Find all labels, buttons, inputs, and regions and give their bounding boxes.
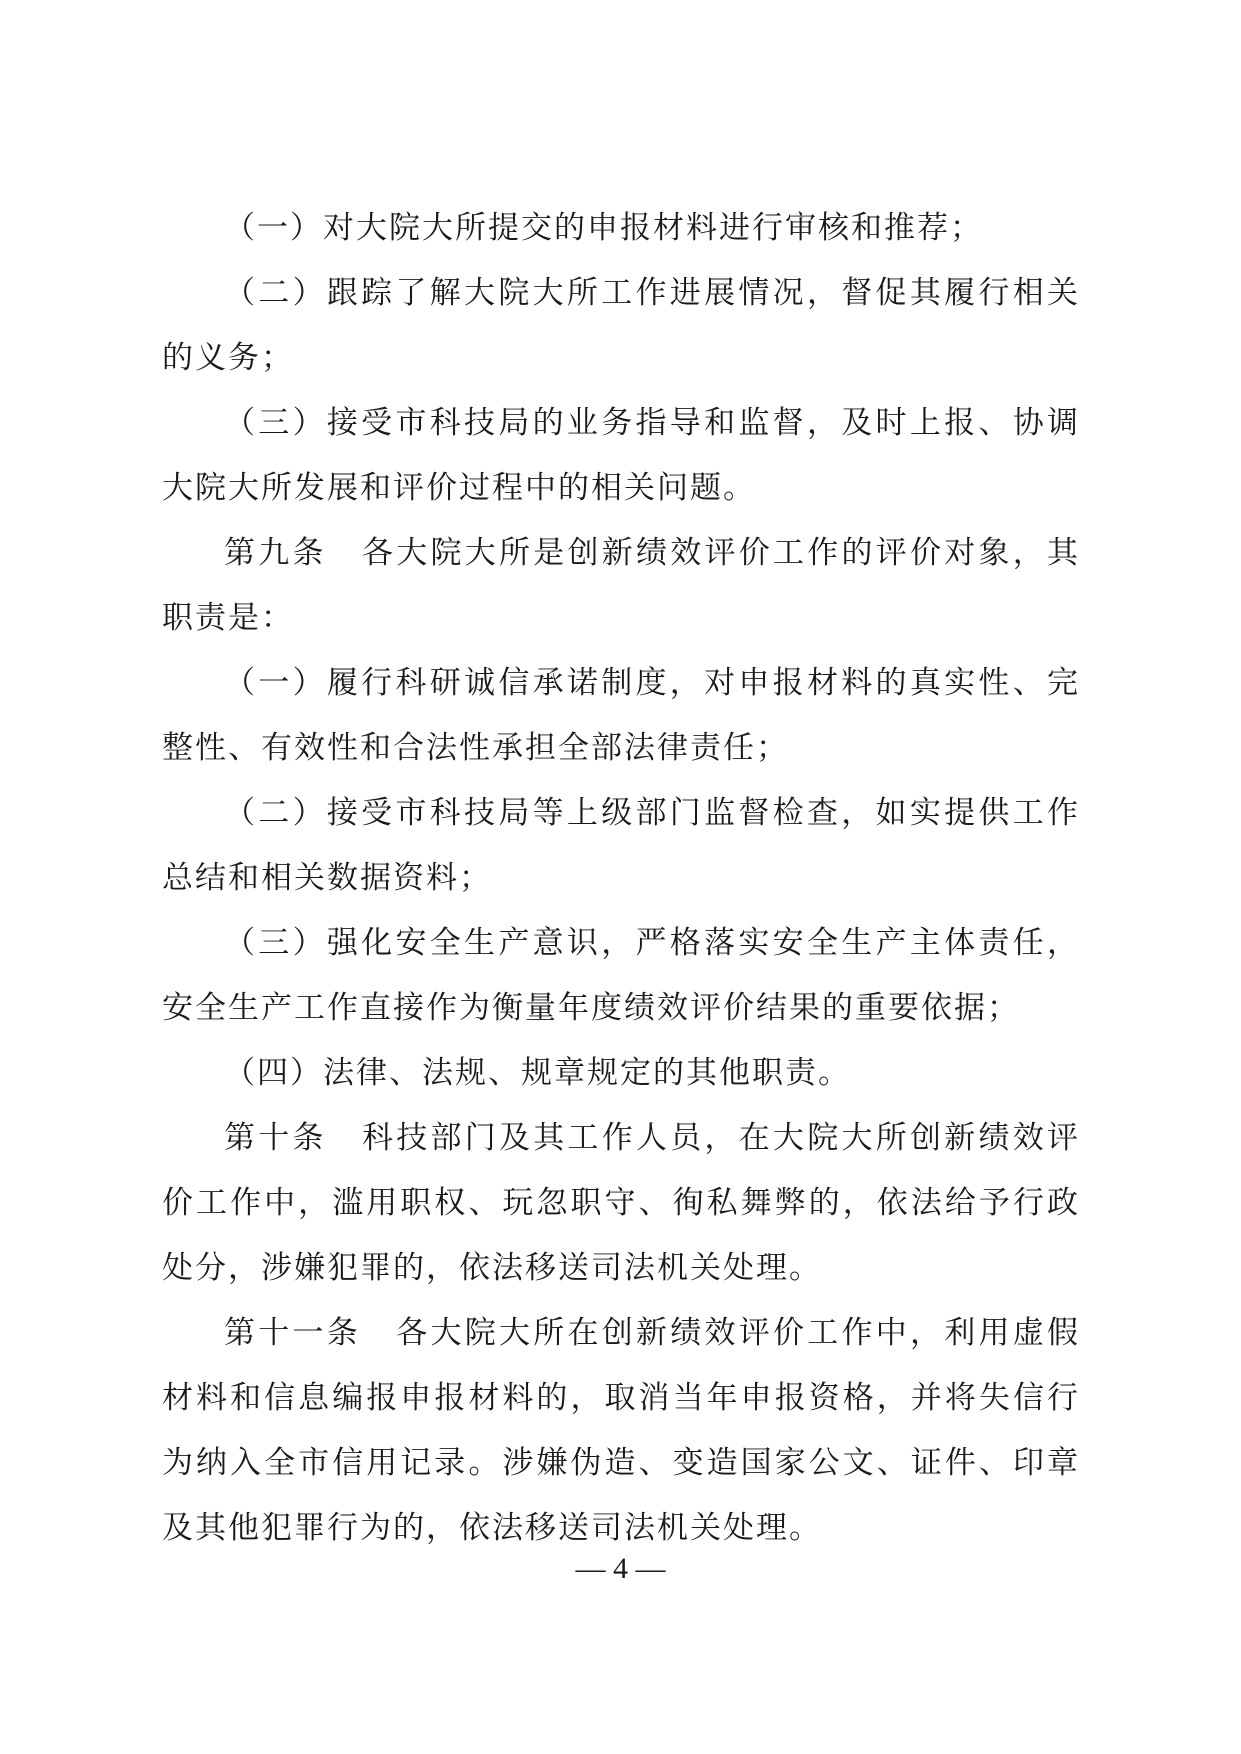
document-body [162, 196, 1080, 1561]
article-number: 第十一条 [224, 1315, 361, 1351]
paragraph-text: （一）对大院大所提交的申报材料进行审核和推荐； [224, 210, 983, 246]
article-10 [162, 1106, 1080, 1301]
article-number: 第九条 [224, 535, 327, 571]
paragraph-text: （三）接受市科技局的业务指导和监督，及时上报、协调大院大所发展和评价过程中的相关问题。 [162, 405, 1080, 506]
paragraph-text: （一）履行科研诚信承诺制度，对申报材料的真实性、完整性、有效性和合法性承担全部法律责任； [162, 665, 1080, 766]
article-9 [162, 521, 1080, 651]
paragraph-text: （二）跟踪了解大院大所工作进展情况，督促其履行相关的义务； [162, 275, 1080, 376]
paragraph-item-3 [162, 391, 1080, 521]
paragraph-text: （二）接受市科技局等上级部门监督检查，如实提供工作总结和相关数据资料； [162, 795, 1080, 896]
paragraph-text: 科技部门及其工作人员，在大院大所创新绩效评价工作中，滥用职权、玩忽职守、徇私舞弊的，依法给予行政处分，涉嫌犯罪的，依法移送司法机关处理。 [162, 1120, 1080, 1286]
article-number: 第十条 [224, 1120, 327, 1156]
paragraph-item-5 [162, 781, 1080, 911]
page-number: — 4 — [575, 1552, 666, 1585]
paragraph-item-1 [162, 196, 1080, 261]
paragraph-text: 各大院大所是创新绩效评价工作的评价对象，其职责是： [162, 535, 1080, 636]
paragraph-item-7 [162, 1041, 1080, 1106]
paragraph-text: （三）强化安全生产意识，严格落实安全生产主体责任，安全生产工作直接作为衡量年度绩效评价结果的重要依据； [162, 925, 1080, 1026]
paragraph-item-6 [162, 911, 1080, 1041]
paragraph-item-2 [162, 261, 1080, 391]
paragraph-text: （四）法律、法规、规章规定的其他职责。 [224, 1055, 851, 1091]
article-11 [162, 1301, 1080, 1561]
paragraph-item-4 [162, 651, 1080, 781]
paragraph-text: 各大院大所在创新绩效评价工作中，利用虚假材料和信息编报申报材料的，取消当年申报资格，并将失信行为纳入全市信用记录。涉嫌伪造、变造国家公文、证件、印章及其他犯罪行为的，依法移送司法机关处理。 [162, 1315, 1080, 1546]
